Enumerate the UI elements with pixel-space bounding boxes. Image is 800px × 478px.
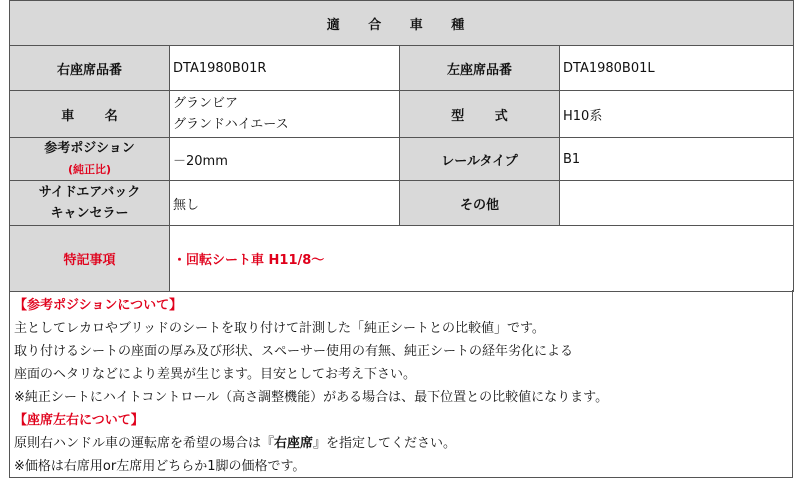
airbag-label-line2: キャンセラー [50, 206, 129, 221]
compatibility-sheet [9, 0, 793, 478]
car-name-line2: グランドハイエース [173, 117, 289, 132]
notes-heading-reference-position: 【参考ポジションについて】 [14, 298, 183, 313]
ref-pos-sub-label: (純正比) [67, 163, 112, 176]
rail-type-label: レールタイプ [400, 138, 560, 181]
notes-line: ※純正シートにハイトコントロール（高さ調整機能）がある場合は、最下位置との比較値になります。 [14, 390, 609, 405]
spec-table [9, 0, 794, 292]
car-name-value [170, 91, 400, 138]
special-notes-label: 特記事項 [10, 226, 170, 292]
table-row [10, 46, 794, 91]
left-seat-value: DTA1980B01L [560, 46, 794, 91]
other-label: その他 [400, 181, 560, 226]
table-row [10, 91, 794, 138]
model-label: 型 式 [400, 91, 560, 138]
ref-pos-label-cell [10, 138, 170, 181]
airbag-label-cell [10, 181, 170, 226]
title-row [10, 1, 794, 46]
other-value [560, 181, 794, 226]
notes-text: 』を指定してください。 [313, 436, 457, 451]
special-notes-value: ・回転シート車 H11/8～ [170, 226, 794, 292]
airbag-label-line1: サイドエアバック [38, 185, 141, 200]
notes-text: 原則右ハンドル車の運転席を希望の場合は『 [14, 436, 275, 451]
car-name-line1: グランビア [173, 96, 239, 111]
rail-type-value: B1 [560, 138, 794, 181]
notes-line: 主としてレカロやブリッドのシートを取り付けて計測した「純正シートとの比較値」です。 [14, 321, 545, 336]
notes-emphasis: 右座席 [274, 436, 314, 451]
notes-line: 取り付けるシートの座面の厚み及び形状、スペーサー使用の有無、純正シートの経年劣化による [14, 344, 574, 359]
page-title: 適 合 車 種 [10, 1, 794, 46]
table-row [10, 226, 794, 292]
notes-line: 座面のヘタリなどにより差異が生じます。目安としてお考え下さい。 [14, 367, 416, 382]
ref-pos-value: －20mm [170, 138, 400, 181]
notes-heading-seat-side: 【座席左右について】 [14, 413, 144, 428]
table-row [10, 138, 794, 181]
notes-line-seat-side [14, 432, 456, 451]
notes-line: ※価格は右席用or左席用どちらか1脚の価格です。 [14, 459, 306, 474]
right-seat-label: 右座席品番 [10, 46, 170, 91]
left-seat-label: 左座席品番 [400, 46, 560, 91]
ref-pos-label: 参考ポジション [44, 141, 135, 156]
table-row [10, 181, 794, 226]
right-seat-value: DTA1980B01R [170, 46, 400, 91]
notes-section [9, 290, 793, 478]
model-value: H10系 [560, 91, 794, 138]
airbag-value: 無し [170, 181, 400, 226]
car-name-label: 車 名 [10, 91, 170, 138]
